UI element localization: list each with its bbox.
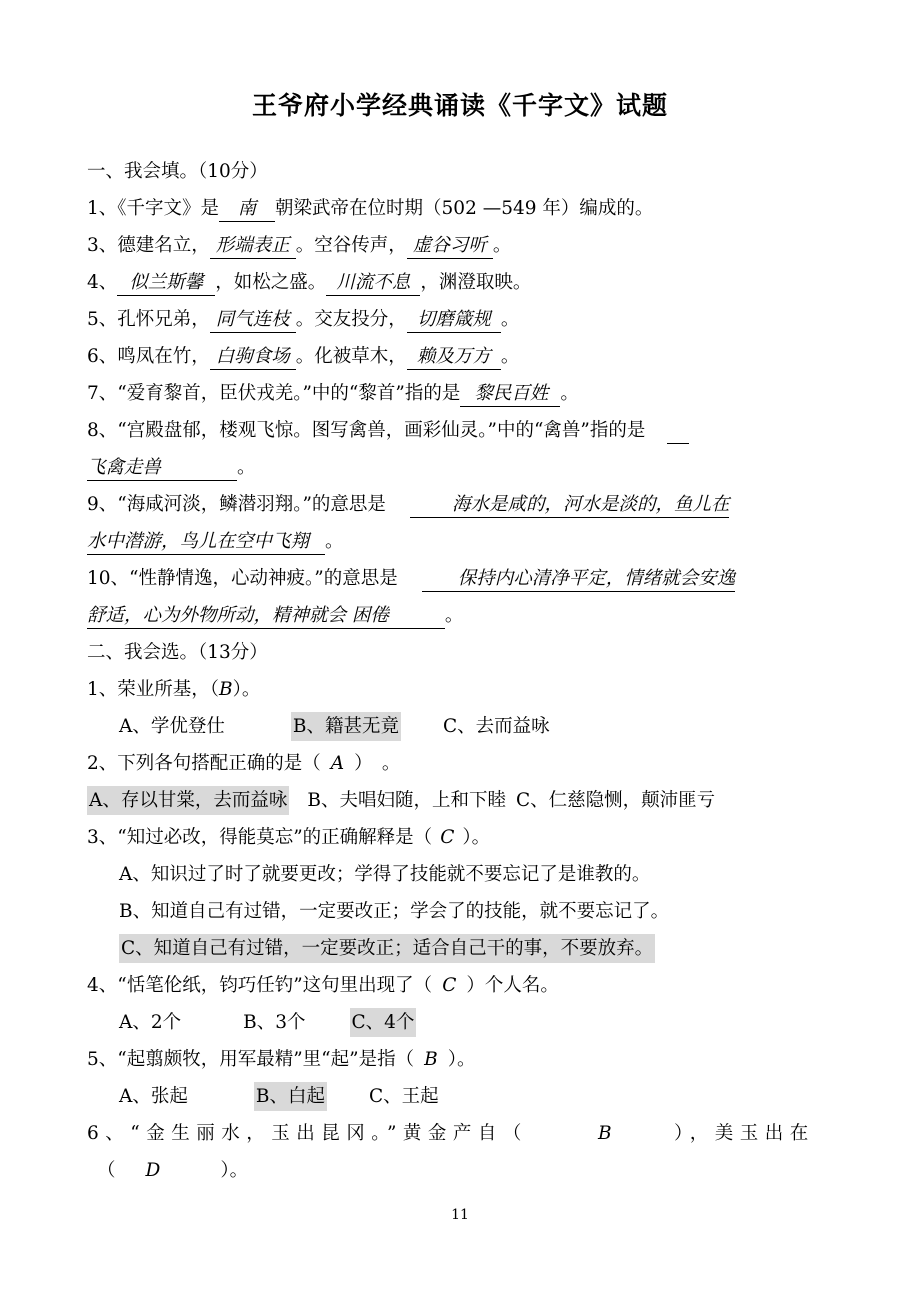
answer-8-blank-start xyxy=(667,419,689,444)
question-8-cont: 飞禽走兽 。 xyxy=(87,455,256,481)
choice-3-option-c: C、知道自己有过错，一定要改正；适合自己干的事，不要放弃。 xyxy=(119,936,655,962)
answer-3b: 虚谷习听 xyxy=(407,234,493,259)
question-8: 8、“宫殿盘郁，楼观飞惊。图写禽兽，画彩仙灵。”中的“禽兽”指的是 xyxy=(87,418,689,444)
choice-2-answer: A xyxy=(330,753,345,774)
page-title: 王爷府小学经典诵读《千字文》试题 xyxy=(251,91,668,120)
choice-5-option-c: C、王起 xyxy=(368,1086,439,1107)
question-4: 4、 似兰斯馨 ，如松之盛。 川流不息 ，渊澄取映。 xyxy=(87,270,531,296)
choice-3-option-a: A、知识过了时了就要更改；学得了技能就不要忘记了是谁教的。 xyxy=(119,864,651,885)
choice-2-options xyxy=(87,788,715,814)
question-10-cont: 舒适，心为外物所动，精神就会 困倦 。 xyxy=(87,603,463,629)
question-3: 3、德建名立， 形端表正 。空谷传声， 虚谷习听 。 xyxy=(87,233,511,259)
choice-4: 4、“恬笔伦纸，钧巧任钓”这句里出现了（ C ）个人名。 xyxy=(87,975,559,996)
choice-4-option-c: C、4个 xyxy=(350,1008,417,1037)
answer-9a: 海水是咸的，河水是淡的，鱼儿在 xyxy=(410,493,730,518)
choice-2-option-b: B、夫唱妇随，上和下睦 xyxy=(307,790,506,811)
choice-5-option-b: B、白起 xyxy=(254,1082,327,1111)
answer-1: 南 xyxy=(219,197,275,222)
choice-5-answer: B xyxy=(424,1049,438,1070)
choice-5-options xyxy=(119,1084,439,1110)
answer-10b: 舒适，心为外物所动，精神就会 困倦 xyxy=(87,604,445,629)
choice-2-option-a: A、存以甘棠，去而益咏 xyxy=(87,786,289,815)
section-fill-heading: 一、我会填。（10分） xyxy=(87,161,268,182)
section-choice-heading: 二、我会选。（13分） xyxy=(87,642,268,663)
answer-5a: 同气连枝 xyxy=(210,308,296,333)
choice-1: 1、荣业所基，（B）。 xyxy=(87,679,261,700)
choice-4-options xyxy=(119,1010,416,1036)
choice-6: 6、“金生丽水，玉出昆冈。”黄金产自（ B ），美玉出在 xyxy=(87,1123,815,1144)
answer-4b: 川流不息 xyxy=(326,271,420,296)
answer-6a: 白驹食场 xyxy=(210,345,296,370)
answer-4a: 似兰斯馨 xyxy=(117,271,215,296)
choice-4-option-a: A、2个 xyxy=(119,1012,182,1033)
choice-1-options xyxy=(119,714,550,740)
choice-3-answer: C xyxy=(440,827,455,848)
answer-5b: 切磨箴规 xyxy=(407,308,501,333)
answer-10a: 保持内心清净平定，情绪就会安逸 xyxy=(422,567,736,592)
choice-1-option-a: A、学优登仕 xyxy=(119,716,225,737)
choice-3-option-b: B、知道自己有过错，一定要改正；学会了的技能，就不要忘记了。 xyxy=(119,901,670,922)
choice-4-answer: C xyxy=(442,975,457,996)
choice-6-answer-1: B xyxy=(597,1123,619,1144)
choice-4-option-b: B、3个 xyxy=(243,1012,306,1033)
question-7: 7、“爱育黎首，臣伏戎羌。”中的“黎首”指的是 黎民百姓 。 xyxy=(87,381,579,407)
answer-6b: 赖及万方 xyxy=(407,345,501,370)
answer-3a: 形端表正 xyxy=(210,234,296,259)
choice-6-cont: （ D ）。 xyxy=(97,1160,249,1181)
choice-1-option-c: C、去而益咏 xyxy=(442,716,550,737)
answer-7: 黎民百姓 xyxy=(460,382,560,407)
question-6: 6、鸣凤在竹， 白驹食场 。化被草木， 赖及万方 。 xyxy=(87,344,519,370)
page-number: 11 xyxy=(451,1207,469,1223)
choice-2: 2、下列各句搭配正确的是（ A ） 。 xyxy=(87,753,401,774)
question-9-cont: 水中潜游，鸟儿在空中飞翔 。 xyxy=(87,529,344,555)
choice-3: 3、“知过必改，得能莫忘”的正确解释是（ C ）。 xyxy=(87,827,491,848)
choice-2-option-c: C、仁慈隐恻，颠沛匪亏 xyxy=(515,790,716,811)
choice-5-option-a: A、张起 xyxy=(119,1086,188,1107)
answer-8: 飞禽走兽 xyxy=(87,456,237,481)
question-9: 9、“海咸河淡，鳞潜羽翔。”的意思是 海水是咸的，河水是淡的，鱼儿在 xyxy=(87,492,729,518)
choice-5: 5、“起翦颇牧，用军最精”里“起”是指（ B ）。 xyxy=(87,1049,476,1070)
choice-1-option-b: B、籍甚无竟 xyxy=(291,712,401,741)
choice-6-answer-2: D xyxy=(145,1160,161,1181)
answer-9b: 水中潜游，鸟儿在空中飞翔 xyxy=(87,530,325,555)
question-1: 1、《千字文》是 南 朝梁武帝在位时期（502 —549 年）编成的。 xyxy=(87,196,653,222)
question-10: 10、“性静情逸，心动神疲。”的意思是 保持内心清净平定，情绪就会安逸 xyxy=(87,566,735,592)
choice-1-answer: B xyxy=(219,679,233,700)
question-5: 5、孔怀兄弟， 同气连枝 。交友投分， 切磨箴规 。 xyxy=(87,307,519,333)
